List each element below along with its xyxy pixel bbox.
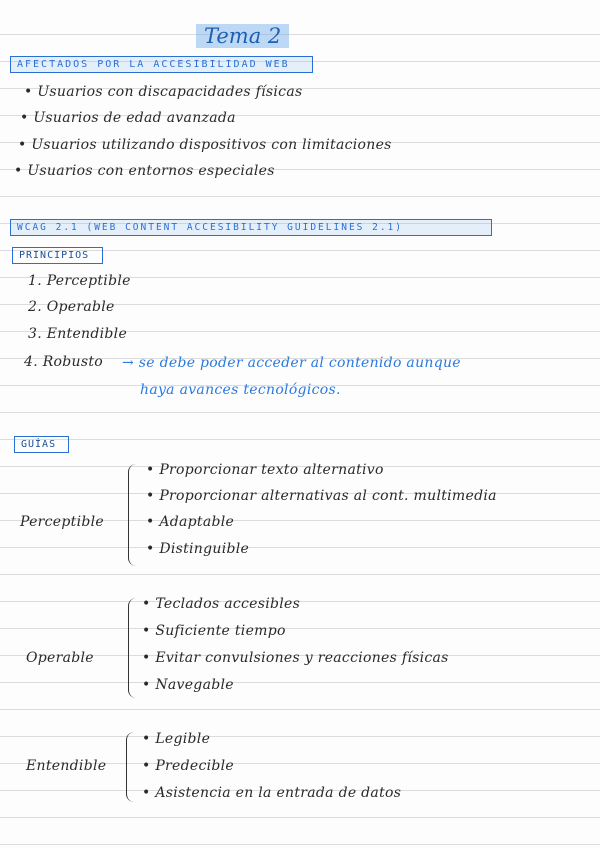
guide-item: • Adaptable	[146, 514, 234, 530]
guide-item: • Legible	[142, 731, 210, 747]
principle-item: 3. Entendible	[28, 326, 128, 342]
guide-group-label-perceptible: Perceptible	[20, 514, 104, 530]
guide-item: • Proporcionar texto alternativo	[146, 462, 384, 478]
brace-perceptible	[128, 464, 137, 566]
guide-item: • Teclados accesibles	[142, 596, 300, 612]
robusto-note-continued: haya avances tecnológicos.	[140, 382, 341, 398]
robusto-note: → se debe poder acceder al contenido aunque	[122, 355, 461, 371]
affected-item: • Usuarios de edad avanzada	[20, 110, 236, 126]
guide-group-label-operable: Operable	[26, 650, 94, 666]
principles-header: PRINCIPIOS	[12, 247, 103, 264]
guide-item: • Proporcionar alternativas al cont. multimedia	[146, 488, 497, 504]
guide-item: • Predecible	[142, 758, 234, 774]
guide-item: • Evitar convulsiones y reacciones físicas	[142, 650, 449, 666]
guide-group-label-entendible: Entendible	[26, 758, 107, 774]
page-title: Tema 2	[196, 24, 289, 48]
guide-item: • Asistencia en la entrada de datos	[142, 785, 401, 801]
guides-header: GUÍAS	[14, 436, 69, 453]
guide-item: • Distinguible	[146, 541, 249, 557]
brace-entendible	[126, 732, 135, 802]
affected-header: AFECTADOS POR LA ACCESIBILIDAD WEB	[10, 56, 313, 73]
brace-operable	[128, 598, 137, 698]
guide-item: • Navegable	[142, 677, 234, 693]
wcag-header: WCAG 2.1 (WEB CONTENT ACCESIBILITY GUIDELINES 2.1)	[10, 219, 492, 236]
guide-item: • Suficiente tiempo	[142, 623, 286, 639]
principle-item: 2. Operable	[28, 299, 115, 315]
principle-item: 4. Robusto	[24, 354, 103, 370]
affected-item: • Usuarios con discapacidades físicas	[24, 84, 302, 100]
affected-item: • Usuarios con entornos especiales	[14, 163, 275, 179]
principle-item: 1. Perceptible	[28, 273, 131, 289]
affected-item: • Usuarios utilizando dispositivos con limitaciones	[18, 137, 392, 153]
